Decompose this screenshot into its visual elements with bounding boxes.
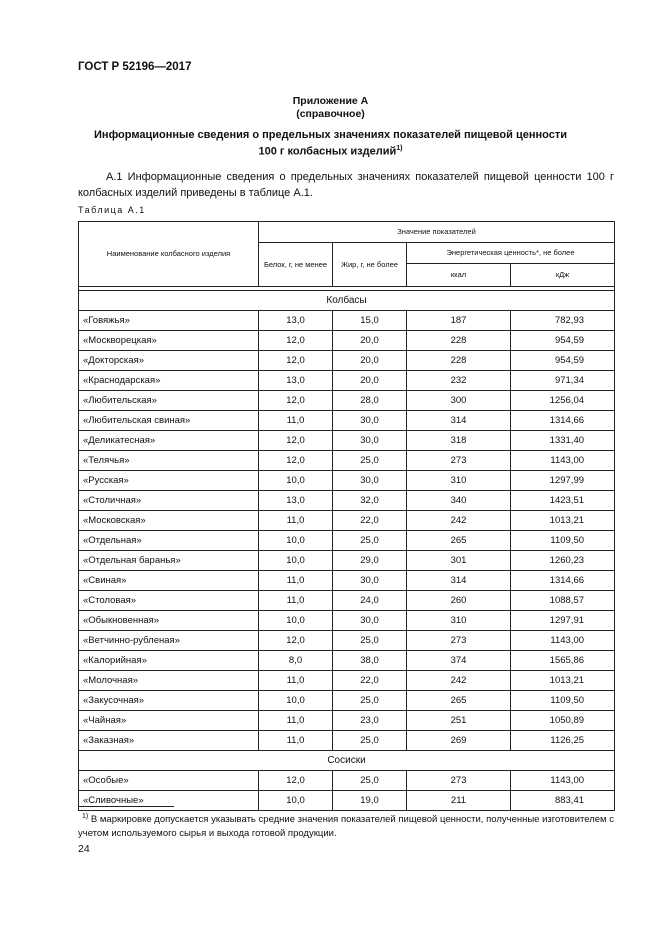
footnote-text: В маркировке допускается указывать средние значения показателей пищевой ценности, полученные изготовителем с учетом используемого сырья и выхода готовой продукции.: [78, 814, 614, 840]
protein-cell: 12,0: [259, 631, 333, 651]
product-name-cell: «Столичная»: [79, 491, 259, 511]
product-name-cell: «Калорийная»: [79, 651, 259, 671]
kcal-cell: 211: [407, 791, 511, 811]
footnote-mark: 1): [82, 813, 89, 820]
fat-cell: 30,0: [333, 411, 407, 431]
fat-cell: 30,0: [333, 571, 407, 591]
product-name-cell: «Отдельная баранья»: [79, 551, 259, 571]
protein-cell: 10,0: [259, 471, 333, 491]
intro-paragraph: А.1 Информационные сведения о предельных значениях показателей пищевой ценности 100 г колбасных изделий приведены в таблице А.1.: [78, 171, 614, 199]
fat-cell: 20,0: [333, 331, 407, 351]
kj-cell: 1143,00: [511, 451, 615, 471]
product-name-cell: «Закусочная»: [79, 691, 259, 711]
kj-cell: 1088,57: [511, 591, 615, 611]
kcal-cell: 228: [407, 351, 511, 371]
protein-cell: 11,0: [259, 711, 333, 731]
fat-cell: 23,0: [333, 711, 407, 731]
protein-cell: 12,0: [259, 771, 333, 791]
kcal-cell: 251: [407, 711, 511, 731]
fat-cell: 22,0: [333, 671, 407, 691]
table-row: [79, 371, 615, 391]
table-row: [79, 591, 615, 611]
product-name-cell: «Ветчинно-рубленая»: [79, 631, 259, 651]
section-title: Сосиски: [79, 751, 615, 771]
kj-cell: 1143,00: [511, 771, 615, 791]
product-name-cell: «Свиная»: [79, 571, 259, 591]
kcal-cell: 242: [407, 671, 511, 691]
protein-cell: 8,0: [259, 651, 333, 671]
kcal-cell: 242: [407, 511, 511, 531]
kj-cell: 1109,50: [511, 531, 615, 551]
table-row: [79, 351, 615, 371]
table-row: [79, 711, 615, 731]
main-title-line1: Информационные сведения о предельных значениях показателей пищевой ценности: [94, 129, 567, 141]
protein-cell: 11,0: [259, 591, 333, 611]
fat-cell: 30,0: [333, 611, 407, 631]
protein-cell: 11,0: [259, 511, 333, 531]
kcal-cell: 318: [407, 431, 511, 451]
table-row: [79, 791, 615, 811]
kcal-cell: 265: [407, 691, 511, 711]
kcal-cell: 340: [407, 491, 511, 511]
product-name-cell: «Любительская свиная»: [79, 411, 259, 431]
footnote-divider: [78, 806, 174, 807]
protein-cell: 13,0: [259, 371, 333, 391]
header-kcal: ккал: [407, 264, 511, 287]
product-name-cell: «Заказная»: [79, 731, 259, 751]
table-row: [79, 391, 615, 411]
table-label: Таблица А.1: [78, 205, 146, 215]
product-name-cell: «Деликатесная»: [79, 431, 259, 451]
fat-cell: 25,0: [333, 631, 407, 651]
table-row: [79, 691, 615, 711]
fat-cell: 20,0: [333, 371, 407, 391]
table-row: [79, 611, 615, 631]
fat-cell: 25,0: [333, 531, 407, 551]
kj-cell: 1297,99: [511, 471, 615, 491]
table-row: [79, 411, 615, 431]
header-name: Наименование колбасного изделия: [79, 222, 259, 287]
kcal-cell: 228: [407, 331, 511, 351]
section-title: Колбасы: [79, 291, 615, 311]
table-row: [79, 571, 615, 591]
table-row: [79, 311, 615, 331]
fat-cell: 28,0: [333, 391, 407, 411]
table-row: [79, 491, 615, 511]
table-row: [79, 511, 615, 531]
protein-cell: 10,0: [259, 791, 333, 811]
table-row: [79, 551, 615, 571]
kcal-cell: 265: [407, 531, 511, 551]
protein-cell: 10,0: [259, 531, 333, 551]
product-name-cell: «Докторская»: [79, 351, 259, 371]
kj-cell: 954,59: [511, 331, 615, 351]
fat-cell: 15,0: [333, 311, 407, 331]
kj-cell: 883,41: [511, 791, 615, 811]
fat-cell: 25,0: [333, 451, 407, 471]
product-name-cell: «Отдельная»: [79, 531, 259, 551]
kcal-cell: 310: [407, 611, 511, 631]
protein-cell: 10,0: [259, 611, 333, 631]
kj-cell: 1331,40: [511, 431, 615, 451]
kj-cell: 1013,21: [511, 671, 615, 691]
kj-cell: 1423,51: [511, 491, 615, 511]
fat-cell: 29,0: [333, 551, 407, 571]
table-row: [79, 531, 615, 551]
protein-cell: 11,0: [259, 411, 333, 431]
kcal-cell: 301: [407, 551, 511, 571]
kcal-cell: 260: [407, 591, 511, 611]
footnote-marker: 1): [396, 145, 403, 152]
table-row: [79, 331, 615, 351]
fat-cell: 25,0: [333, 771, 407, 791]
table-row: [79, 671, 615, 691]
product-name-cell: «Москворецкая»: [79, 331, 259, 351]
kcal-cell: 273: [407, 451, 511, 471]
main-title-line2: [60, 142, 601, 159]
footnote: [78, 810, 614, 841]
header-energy: Энергетическая ценность*, не более: [407, 243, 615, 264]
protein-cell: 12,0: [259, 351, 333, 371]
appendix-subtitle: (справочное): [296, 108, 365, 120]
kj-cell: 1314,66: [511, 571, 615, 591]
fat-cell: 30,0: [333, 471, 407, 491]
appendix-heading: [60, 95, 601, 121]
table-row: [79, 471, 615, 491]
kcal-cell: 310: [407, 471, 511, 491]
fat-cell: 32,0: [333, 491, 407, 511]
header-fat: Жир, г, не более: [333, 243, 407, 287]
main-title: [60, 128, 601, 159]
fat-cell: 30,0: [333, 431, 407, 451]
kcal-cell: 273: [407, 631, 511, 651]
product-name-cell: «Русская»: [79, 471, 259, 491]
protein-cell: 13,0: [259, 311, 333, 331]
protein-cell: 11,0: [259, 671, 333, 691]
kj-cell: 1013,21: [511, 511, 615, 531]
fat-cell: 25,0: [333, 691, 407, 711]
kcal-cell: 374: [407, 651, 511, 671]
kj-cell: 782,93: [511, 311, 615, 331]
protein-cell: 12,0: [259, 451, 333, 471]
table-row: [79, 431, 615, 451]
protein-cell: 13,0: [259, 491, 333, 511]
table-row: [79, 631, 615, 651]
table-row: [79, 731, 615, 751]
header-indicators: Значение показателей: [259, 222, 615, 243]
table-row: [79, 451, 615, 471]
product-name-cell: «Чайная»: [79, 711, 259, 731]
product-name-cell: «Сливочные»: [79, 791, 259, 811]
section-row: [79, 751, 615, 771]
kj-cell: 1109,50: [511, 691, 615, 711]
protein-cell: 12,0: [259, 431, 333, 451]
kcal-cell: 314: [407, 411, 511, 431]
product-name-cell: «Столовая»: [79, 591, 259, 611]
fat-cell: 19,0: [333, 791, 407, 811]
table-row: [79, 651, 615, 671]
kj-cell: 1314,66: [511, 411, 615, 431]
protein-cell: 12,0: [259, 391, 333, 411]
fat-cell: 38,0: [333, 651, 407, 671]
nutrition-table: [78, 221, 615, 811]
kj-cell: 1565,86: [511, 651, 615, 671]
protein-cell: 10,0: [259, 551, 333, 571]
kcal-cell: 273: [407, 771, 511, 791]
product-name-cell: «Краснодарская»: [79, 371, 259, 391]
kj-cell: 1126,25: [511, 731, 615, 751]
kcal-cell: 300: [407, 391, 511, 411]
kj-cell: 971,34: [511, 371, 615, 391]
header-kj: кДж: [511, 264, 615, 287]
fat-cell: 24,0: [333, 591, 407, 611]
page-number: 24: [78, 843, 90, 855]
kj-cell: 1297,91: [511, 611, 615, 631]
product-name-cell: «Обыкновенная»: [79, 611, 259, 631]
product-name-cell: «Особые»: [79, 771, 259, 791]
kj-cell: 1260,23: [511, 551, 615, 571]
protein-cell: 11,0: [259, 571, 333, 591]
fat-cell: 25,0: [333, 731, 407, 751]
kcal-cell: 232: [407, 371, 511, 391]
kj-cell: 954,59: [511, 351, 615, 371]
fat-cell: 22,0: [333, 511, 407, 531]
fat-cell: 20,0: [333, 351, 407, 371]
product-name-cell: «Телячья»: [79, 451, 259, 471]
kcal-cell: 269: [407, 731, 511, 751]
protein-cell: 10,0: [259, 691, 333, 711]
product-name-cell: «Молочная»: [79, 671, 259, 691]
product-name-cell: «Любительская»: [79, 391, 259, 411]
main-title-line2-text: 100 г колбасных изделий: [258, 145, 397, 158]
appendix-title: Приложение А: [292, 95, 369, 107]
protein-cell: 11,0: [259, 731, 333, 751]
protein-cell: 12,0: [259, 331, 333, 351]
section-row: [79, 291, 615, 311]
product-name-cell: «Московская»: [79, 511, 259, 531]
kcal-cell: 187: [407, 311, 511, 331]
kj-cell: 1143,00: [511, 631, 615, 651]
table-row: [79, 771, 615, 791]
kj-cell: 1256,04: [511, 391, 615, 411]
header-protein: Белок, г, не менее: [259, 243, 333, 287]
product-name-cell: «Говяжья»: [79, 311, 259, 331]
document-code: ГОСТ Р 52196—2017: [78, 61, 192, 73]
kcal-cell: 314: [407, 571, 511, 591]
kj-cell: 1050,89: [511, 711, 615, 731]
